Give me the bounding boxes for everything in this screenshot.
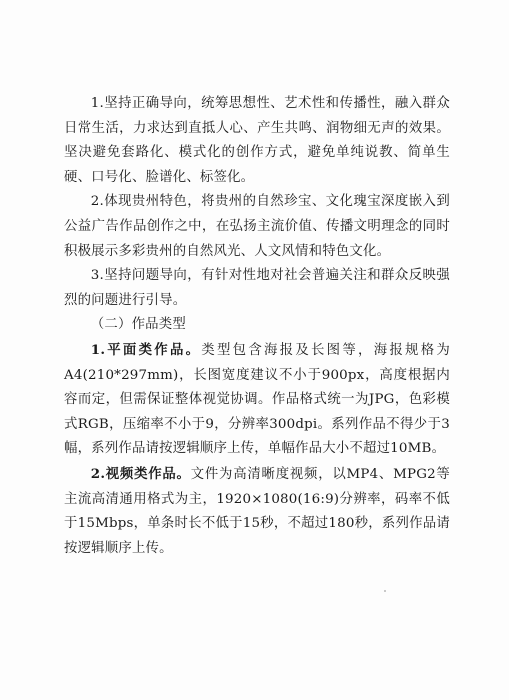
paragraph-correct-orientation	[64, 92, 450, 190]
paragraph-print-works	[64, 338, 450, 462]
paragraph-text: 3.坚持问题导向，有针对性地对社会普遍关注和群众反映强烈的问题进行引导。	[64, 268, 450, 308]
paragraph-problem-orientation	[64, 264, 450, 313]
paragraph-guizhou-characteristics	[64, 190, 450, 264]
paragraph-text: 文件为高清晰度视频，以MP4、MPG2等主流高清通用格式为主，1920×1080(16:9)分辨率，码率不低于15Mbps，单条时长不低于15秒，不超过180秒，系列作品请按逻辑顺序上传。	[64, 466, 450, 556]
paragraph-text: 1.坚持正确导向，统筹思想性、艺术性和传播性，融入群众日常生活，力求达到直抵人心、产生共鸣、润物细无声的效果。坚决避免套路化、模式化的创作方式，避免单纯说教、简单生硬、口号化、脸谱化、标签化。	[64, 96, 450, 185]
section-heading-work-types	[64, 313, 450, 338]
paragraph-text: 类型包含海报及长图等，海报规格为A4(210*297mm)，长图宽度建议不小于900px，高度根据内容而定，但需保证整体视觉协调。作品格式统一为JPG，色彩模式RGB，压缩率不小于9，分辨率300dpi。系列作品不得少于3幅，系列作品请按逻辑顺序上传，单幅作品大小不超过10MB。	[64, 342, 450, 457]
paragraph-text: 2.体现贵州特色，将贵州的自然珍宝、文化瑰宝深度嵌入到公益广告作品创作之中，在弘扬主流价值、传播文明理念的同时积极展示多彩贵州的自然风光、人文风情和特色文化。	[64, 194, 450, 259]
scan-speck	[384, 590, 386, 592]
document-body	[64, 92, 450, 561]
paragraph-video-works	[64, 462, 450, 561]
section-heading-text: （二）作品类型	[90, 317, 186, 333]
paragraph-lead: 1.平面类作品。	[90, 341, 202, 358]
paragraph-lead: 2.视频类作品。	[90, 465, 191, 482]
